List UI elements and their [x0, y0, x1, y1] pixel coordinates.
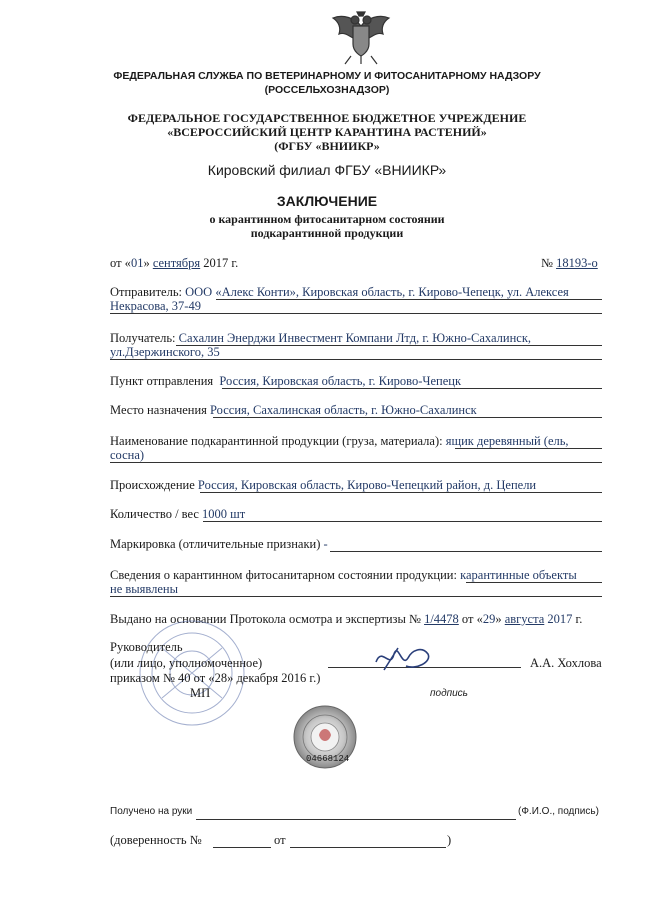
coat-of-arms-emblem	[329, 8, 393, 71]
document-subtitle-line2: подкарантинной продукции	[250, 226, 404, 240]
proxy-close: )	[447, 833, 452, 847]
issue-date: от «01» сентября 2017 г.	[110, 256, 239, 270]
document-title: ЗАКЛЮЧЕНИЕ	[276, 193, 378, 209]
signer-role-line3: приказом № 40 от «28» декабря 2016 г.)	[110, 671, 321, 685]
institution-line2: «ВСЕРОССИЙСКИЙ ЦЕНТР КАРАНТИНА РАСТЕНИЙ»	[167, 125, 487, 139]
document-number: № 18193-о	[541, 256, 598, 270]
issuance-basis: Выдано на основании Протокола осмотра и экспертизы № 1/4478 от «29» августа 2017 г.	[110, 612, 583, 626]
signer-role-line1: Руководитель	[110, 640, 183, 654]
recipient-field: Получатель: Сахалин Энерджи Инвестмент Компани Лтд, г. Южно-Сахалинск,	[110, 331, 532, 345]
institution-line1: ФЕДЕРАЛЬНОЕ ГОСУДАРСТВЕННОЕ БЮДЖЕТНОЕ УЧРЕЖДЕНИЕ	[127, 111, 527, 125]
marking-field: Маркировка (отличительные признаки) -	[110, 537, 328, 551]
stamp-place-label: МП	[190, 686, 211, 700]
product-value-line2: сосна)	[110, 448, 145, 462]
quantity-field: Количество / вес 1000 шт	[110, 507, 246, 521]
received-hint: (Ф.И.О., подпись)	[518, 806, 599, 817]
service-name: ФЕДЕРАЛЬНАЯ СЛУЖБА ПО ВЕТЕРИНАРНОМУ И ФИТОСАНИТАРНОМУ НАДЗОРУ	[113, 70, 541, 82]
branch-name: Кировский филиал ФГБУ «ВНИИКР»	[207, 162, 447, 178]
origin-field: Происхождение Россия, Кировская область, Кирово-Чепецкий район, д. Цепели	[110, 478, 537, 492]
seal-number: 04668124	[306, 754, 350, 764]
phytosanitary-status-field: Сведения о карантинном фитосанитарном состоянии продукции: карантинные объекты	[110, 568, 577, 582]
proxy-from-label: от	[274, 833, 286, 847]
destination-field: Место назначения Россия, Сахалинская область, г. Южно-Сахалинск	[110, 403, 477, 417]
product-field: Наименование подкарантинной продукции (груза, материала): ящик деревянный (ель,	[110, 434, 569, 448]
proxy-label: (доверенность №	[110, 833, 202, 847]
document-subtitle-line1: о карантинном фитосанитарном состоянии	[209, 212, 445, 226]
handwritten-signature	[372, 640, 434, 685]
signer-name: А.А. Хохлова	[530, 656, 602, 670]
service-abbr: (РОССЕЛЬХОЗНАДЗОР)	[264, 84, 390, 96]
signer-role-line2: (или лицо, уполномоченное)	[110, 656, 263, 670]
recipient-value-line2: ул.Дзержинского, 35	[110, 345, 220, 359]
institution-abbr: (ФГБУ «ВНИИКР»	[274, 139, 380, 153]
signature-caption: подпись	[430, 688, 468, 699]
departure-field: Пункт отправления Россия, Кировская область, г. Кирово-Чепецк	[110, 374, 462, 388]
received-label: Получено на руки	[110, 806, 193, 817]
sender-field: Отправитель: ООО «Алекс Конти», Кировская область, г. Кирово-Чепецк, ул. Алексея	[110, 285, 569, 299]
status-value-line2: не выявлены	[110, 582, 179, 596]
sender-value-line2: Некрасова, 37-49	[110, 299, 201, 313]
